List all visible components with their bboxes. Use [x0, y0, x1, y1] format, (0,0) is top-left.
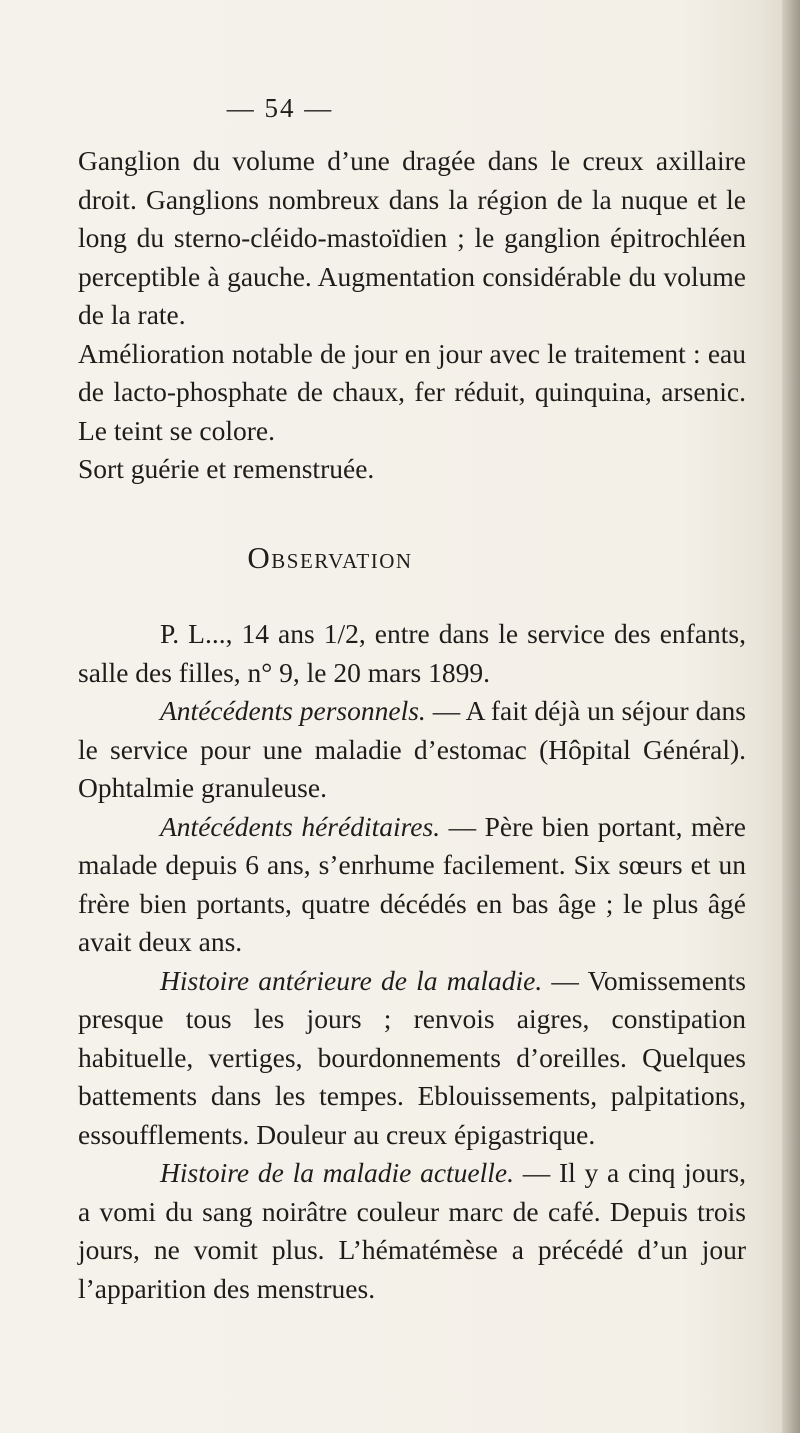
case-section	[78, 615, 746, 1308]
paragraph-amelioration	[78, 335, 746, 451]
hereditary-text: — Père bien portant, mère malade depuis 6 ans, s’enrhume facilement. Six sœurs et un frère bien portants, quatre décédés en bas âge ; le plus âgé avait deux ans.	[78, 810, 746, 957]
paragraph-current-history	[78, 1154, 746, 1308]
paragraph-amelioration-text: Amélioration notable de jour en jour avec le traitement : eau de lacto-phosphate de chaux, fer réduit, quinquina, arsenic. Le teint se colore.	[78, 337, 746, 446]
personal-label: Antécédents personnels.	[160, 695, 426, 726]
observation-heading	[0, 540, 660, 576]
prior-text: — Vomissements presque tous les jours ; renvois aigres, constipation habituelle, vertiges, bourdonnements d’oreilles. Quelques battements dans les tempes. Eblouissements, palpitations, essoufflements. Douleur au creux épigastrique.	[78, 964, 746, 1150]
paragraph-personal	[78, 692, 746, 808]
hereditary-label: Antécédents héréditaires.	[160, 810, 441, 842]
paragraph-ganglions: Ganglion du volume d’une dragée dans le creux axillaire droit. Ganglions nombreux dans la région de la nuque et le long du sterno-cléido-mastoïdien ; le ganglion épitrochléen perceptible à gauche. Augmentation considérable du volume de la rate.	[78, 145, 746, 330]
personal-text: — A fait déjà un séjour dans le service pour une maladie d’estomac (Hôpital Général). Ophtalmie granuleuse.	[78, 695, 746, 803]
current-text: — Il y a cinq jours, a vomi du sang noirâtre couleur marc de café. Depuis trois jours, ne vomit plus. L’hématémèse a précédé d’un jour l’apparition des menstrues.	[78, 1157, 746, 1304]
top-section	[78, 142, 746, 489]
page-number: — 54 —	[226, 93, 334, 123]
case-intro: P. L..., 14 ans 1/2, entre dans le service des enfants, salle des filles, n° 9, le 20 mars 1899.	[78, 618, 746, 688]
paragraph-sort: Sort guérie et remenstruée.	[78, 453, 375, 484]
paragraph-hereditary	[78, 808, 746, 962]
paragraph-prior-history	[78, 962, 746, 1155]
observation-heading-rest: BSERVATION	[271, 549, 413, 573]
current-label: Histoire de la maladie actuelle.	[160, 1157, 514, 1188]
observation-heading-initial: O	[247, 540, 272, 575]
page-edge-shadow	[782, 0, 800, 1433]
prior-label: Histoire antérieure de la maladie.	[160, 964, 543, 996]
